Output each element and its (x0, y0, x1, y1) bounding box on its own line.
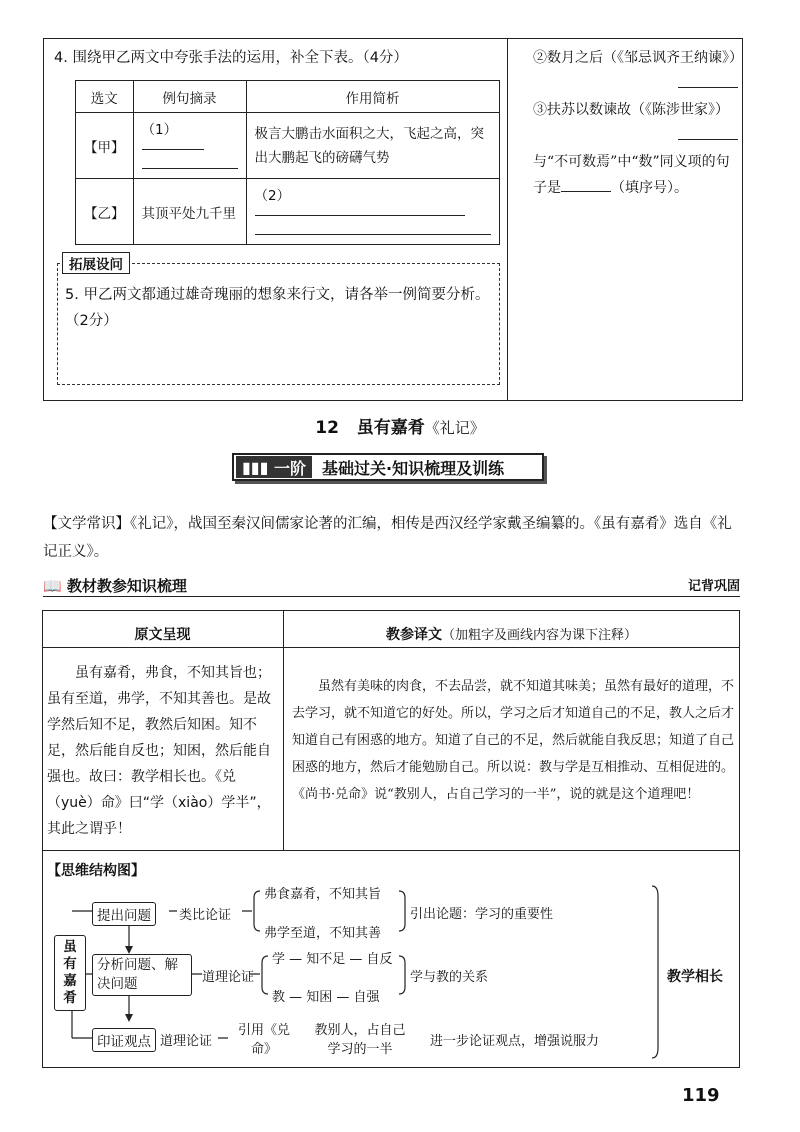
mindmap-conclusion: 教学相长 (667, 969, 723, 985)
mindmap-point-1a: 弗食嘉肴，不知其旨 (264, 887, 382, 902)
page-number: 119 (682, 1085, 720, 1106)
row-yi-effect[interactable]: （2） (246, 179, 499, 245)
mindmap-result-2: 学与教的关系 (410, 970, 489, 985)
col-header-text: 选文 (76, 81, 134, 113)
mindmap-result-3: 进一步论证观点，增强说服力 (430, 1034, 600, 1049)
section-divider (43, 400, 743, 401)
banner-text: 基础过关·知识梳理及训练 (322, 458, 505, 478)
right-line-1: ②数月之后（《邹忌讽齐王纳谏》） (533, 50, 743, 66)
right-column (533, 45, 743, 201)
original-text: 虽有嘉肴，弗食，不知其旨也；虽有至道，弗学，不知其善也。是故学然后知不足，教然后知困。知不足，然后能自反也；知困，然后能自强也。故曰：教学相长也。《兑（yuè）命》曰“学（xiào）学半”，其此之谓乎！ (47, 665, 271, 837)
row-jia-example[interactable]: （1） (133, 113, 246, 179)
mindmap-point-1b: 弗学至道，不知其善 (264, 926, 382, 941)
col-header-effect: 作用简析 (246, 81, 499, 113)
mindmap-point-2a: 学 — 知不足 — 自反 (272, 952, 393, 967)
lesson-title: 12 虽有嘉肴《礼记》 (315, 418, 485, 438)
mindmap-branch-1: 提出问题 (92, 902, 156, 926)
grid-mid-line (42, 850, 740, 851)
mindmap-root: 虽有嘉肴 (54, 935, 86, 1011)
grid-column-divider (283, 610, 284, 850)
col-header-example: 例句摘录 (133, 81, 246, 113)
mindmap-method-3: 道理论证 (160, 1034, 213, 1049)
translation-header: 教参译文（加粗字及画线内容为课下注释） (385, 627, 637, 643)
mindmap-point-3a: 引用《兑命》 (237, 1023, 290, 1057)
mindmap-result-1: 引出论题：学习的重要性 (410, 907, 554, 922)
book-icon: 📖 (43, 577, 62, 595)
row-yi-label: 【乙】 (76, 179, 134, 245)
right-line-2: ③扶苏以数谏故（《陈涉世家》） (533, 102, 729, 118)
original-header: 原文呈现 (134, 627, 191, 643)
extension-tag: 拓展设问 (62, 252, 130, 274)
translation-text: 虽然有美味的肉食，不去品尝，就不知道其味美；虽然有最好的道理，不去学习，就不知道它的好处。所以，学习之后才知道自己的不足，教人之后才知道自己有困惑的地方。知道了自己的不足，然后就能自我反思；知道了自己困惑的地方，然后才能勉励自己。所以说：教与学是互相推动、互相促进的。《尚书·兑命》说“教别人，占自己学习的一半”，说的就是这个道理吧！ (292, 679, 735, 802)
right-line-3: 与“不可数焉”中“数”同义项的句子是 （填序号）。 (533, 154, 730, 196)
section-title: 📖 教材教参知识梳理 (43, 577, 187, 595)
mindmap-branch-2: 分析问题、解决问题 (92, 954, 192, 996)
level-banner (232, 453, 544, 481)
row-jia-effect: 极言大鹏击水面积之大，飞起之高，突出大鹏起飞的磅礴气势 (246, 113, 499, 179)
mindmap-method-1: 类比论证 (179, 908, 232, 923)
bar-chart-icon: ▮▮▮ (242, 457, 269, 477)
section-label: 记背巩固 (687, 579, 740, 594)
question-5: 5. 甲乙两文都通过雄奇瑰丽的想象来行文，请各举一例简要分析。（2分） (65, 287, 490, 329)
mindmap-branch-3: 印证观点 (92, 1028, 156, 1052)
mindmap-method-2: 道理论证 (202, 970, 255, 985)
level-badge: ▮▮▮ 一阶 (236, 456, 312, 478)
mindmap-title: 【思维结构图】 (47, 863, 145, 879)
question-4: 4. 围绕甲乙两文中夸张手法的运用，补全下表。（4分） (54, 50, 408, 66)
row-jia-label: 【甲】 (76, 113, 134, 179)
literary-knowledge: 【文学常识】《礼记》，战国至秦汉间儒家论著的汇编，相传是西汉经学家戴圣编纂的。《虽有嘉肴》选自《礼记正义》。 (43, 516, 732, 560)
mindmap-point-3b: 教别人，占自己学习的一半 (314, 1023, 406, 1057)
section-bar (43, 575, 740, 597)
mindmap (42, 878, 740, 1068)
grid-header-line (42, 647, 740, 648)
row-yi-example: 其顶平处九千里 (133, 179, 246, 245)
mindmap-point-2b: 教 — 知困 — 自强 (272, 990, 380, 1005)
hyperbole-table (75, 80, 500, 245)
